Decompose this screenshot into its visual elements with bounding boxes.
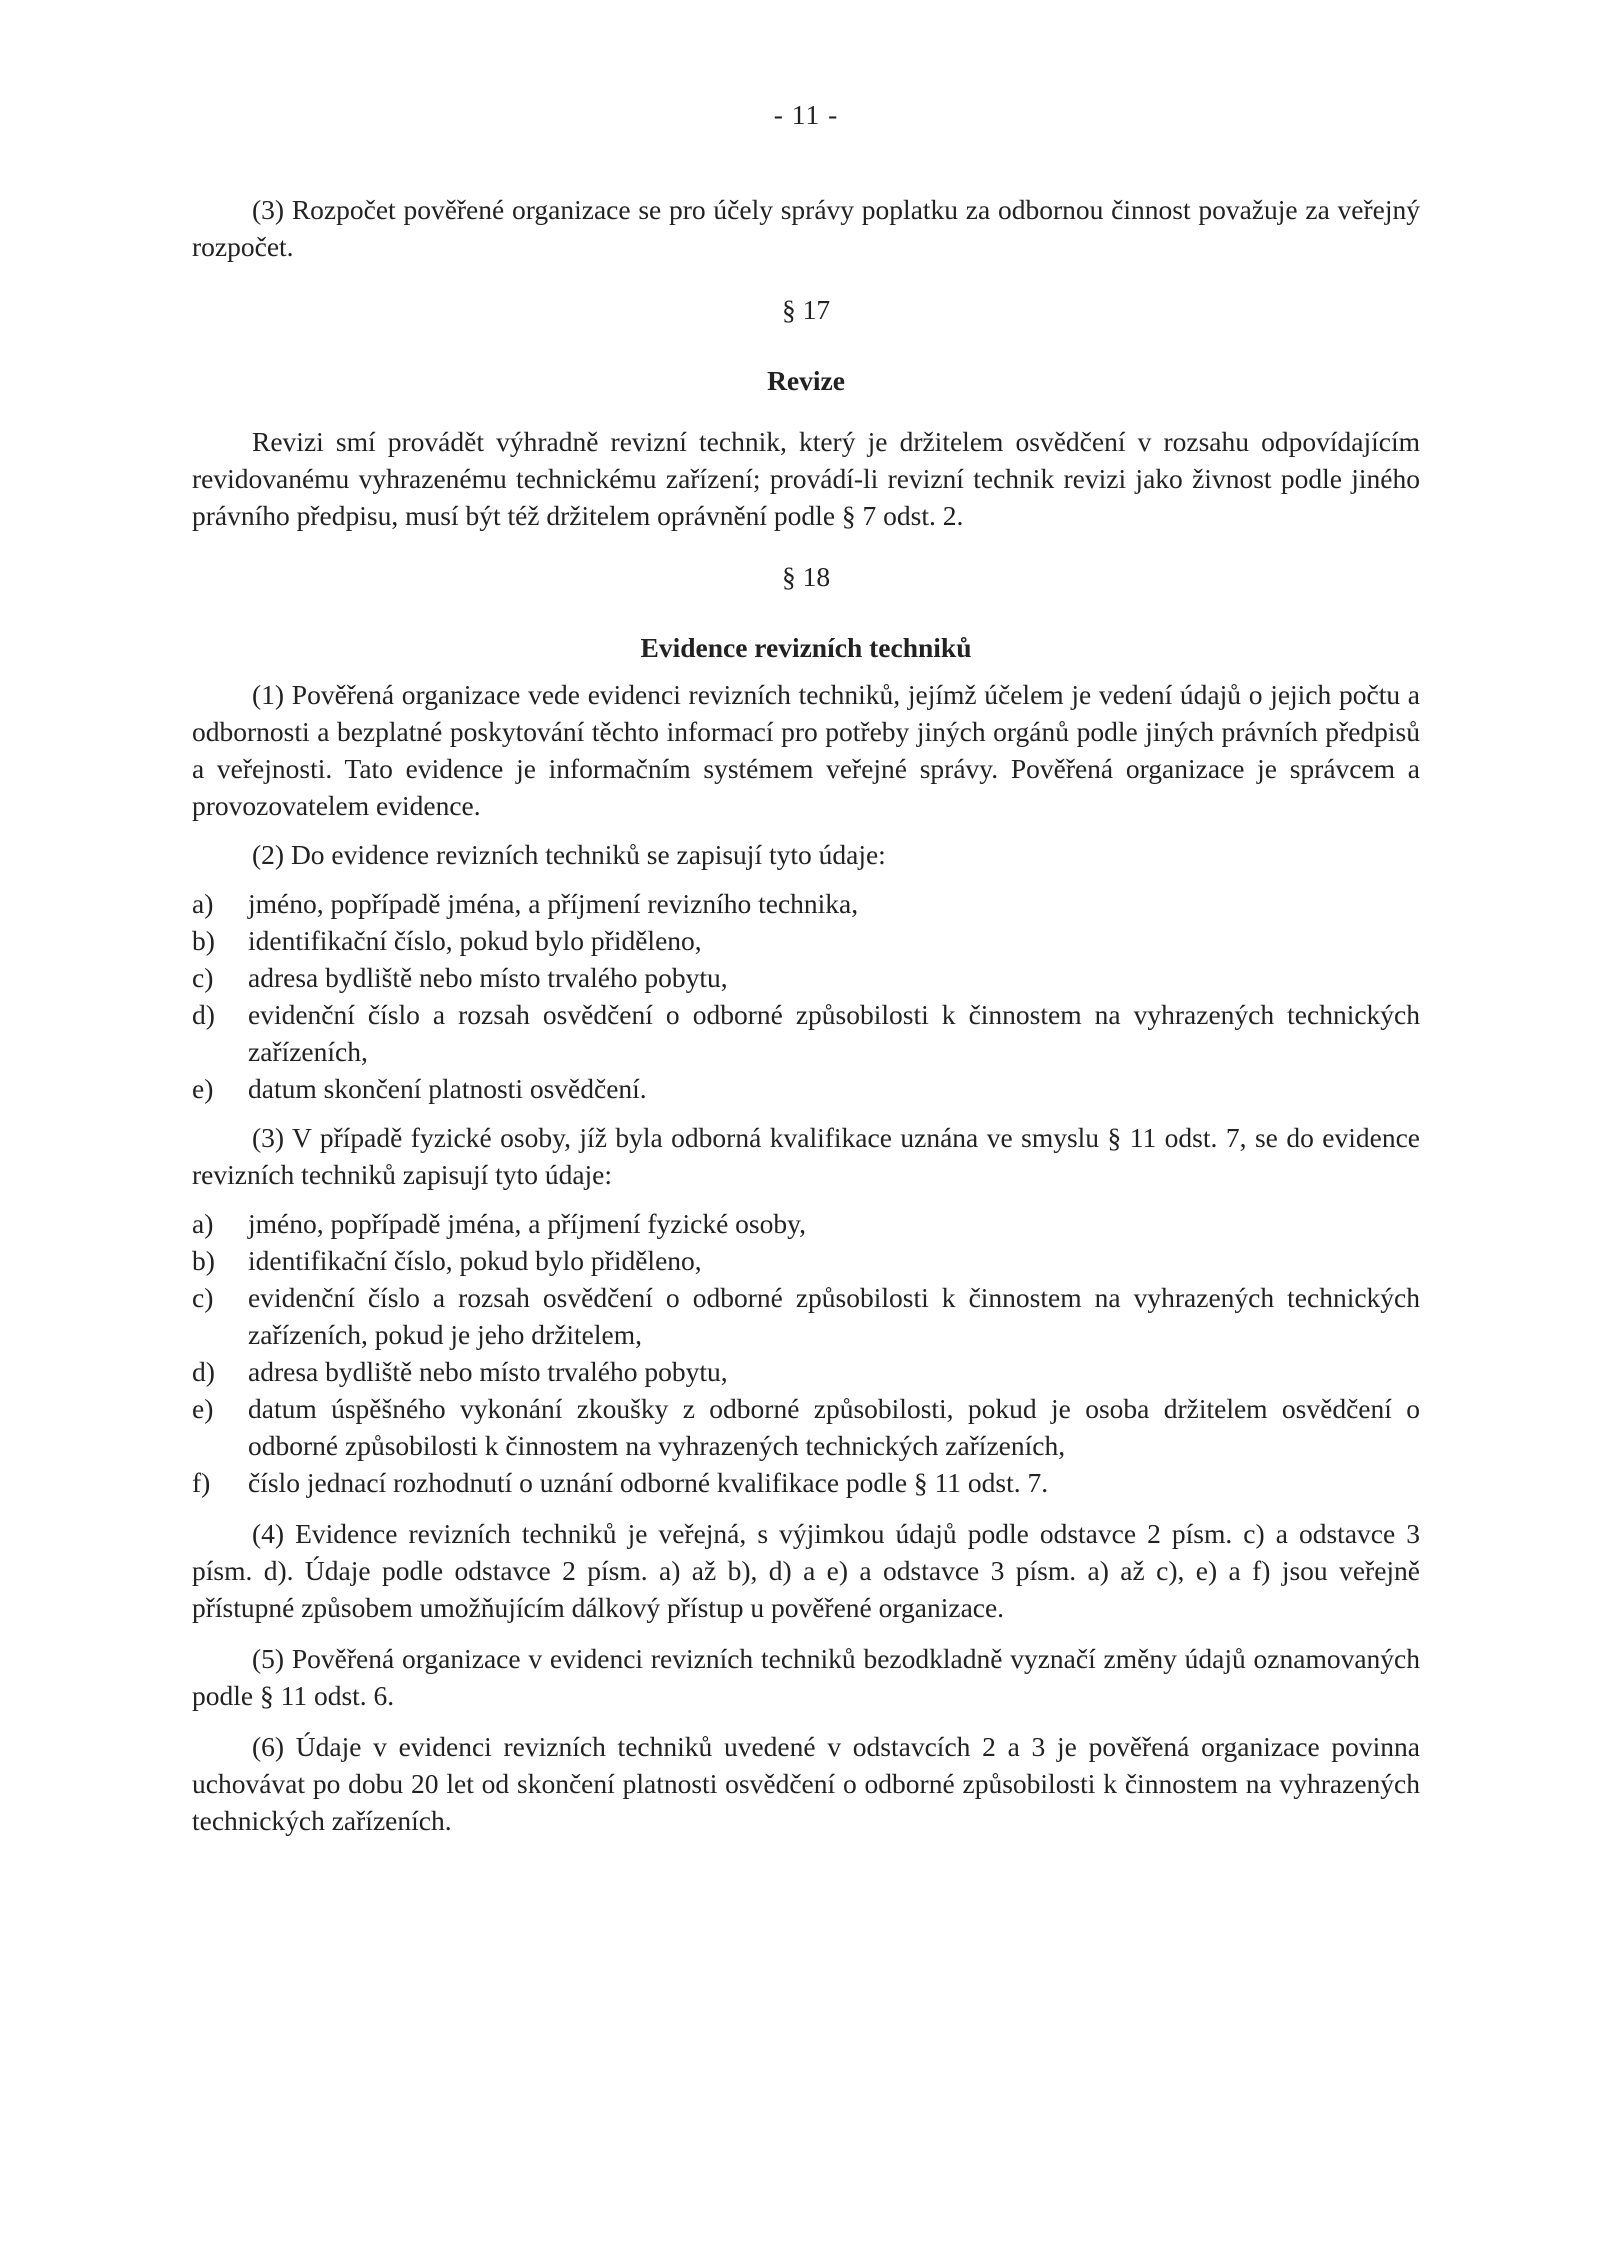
spacer	[192, 666, 1420, 676]
spacer	[192, 328, 1420, 362]
list-text: adresa bydliště nebo místo trvalého pobytu,	[248, 1356, 728, 1387]
section-18-list-3	[192, 1205, 1420, 1501]
list-letter: a)	[192, 888, 214, 919]
spacer	[192, 1107, 1420, 1119]
section-18-list-2	[192, 885, 1420, 1107]
list-item	[192, 922, 1420, 959]
section-17-text: Revizi smí provádět výhradně revizní technik, který je držitelem osvědčení v rozsahu odpovídajícím revidovanému vyhrazenému technickému zařízení; provádí-li revizní technik revizi jako živnost podle jiného právního předpisu, musí být též držitelem oprávnění podle § 7 odst. 2.	[192, 426, 1420, 531]
spacer	[192, 1714, 1420, 1728]
list-letter: c)	[192, 962, 214, 993]
list-letter: e)	[192, 1073, 214, 1104]
list-item	[192, 1464, 1420, 1501]
section-18-paragraph-4: (4) Evidence revizních techniků je veřejná, s výjimkou údajů podle odstavce 2 písm. c) a odstavce 3 písm. d). Údaje podle odstavce 2 písm. a) až b), d) a e) a odstavce 3 písm. a) až c), e) a f) jsou veřejně přístupné způsobem umožňujícím dálkový přístup u pověřené organizace.	[192, 1518, 1420, 1623]
section-18-paragraph-1: (1) Pověřená organizace vede evidenci revizních techniků, jejímž účelem je vedení údajů o jejich počtu a odbornosti a bezplatné poskytování těchto informací pro potřeby jiných orgánů podle jiných právních předpisů a veřejnosti. Tato evidence je informačním systémem veřejné správy. Pověřená organizace je správcem a provozovatelem evidence.	[192, 679, 1420, 821]
list-text: jméno, popřípadě jména, a příjmení fyzické osoby,	[248, 1208, 806, 1239]
list-item	[192, 1242, 1420, 1279]
section-18-paragraph-3: (3) V případě fyzické osoby, jíž byla odborná kvalifikace uznána ve smyslu § 11 odst. 7, se do evidence revizních techniků zapisují tyto údaje:	[192, 1122, 1420, 1190]
list-text: identifikační číslo, pokud bylo přiděleno,	[248, 925, 702, 956]
list-item	[192, 1279, 1420, 1353]
spacer	[192, 824, 1420, 836]
list-item	[192, 996, 1420, 1070]
spacer	[192, 1626, 1420, 1640]
list-text: identifikační číslo, pokud bylo přiděleno,	[248, 1245, 702, 1276]
section-18-paragraph-2: (2) Do evidence revizních techniků se zapisují tyto údaje:	[252, 839, 886, 870]
spacer	[192, 265, 1420, 291]
list-text: číslo jednací rozhodnutí o uznání odborné kvalifikace podle § 11 odst. 7.	[248, 1467, 1049, 1498]
spacer	[192, 399, 1420, 423]
list-text: evidenční číslo a rozsah osvědčení o odborné způsobilosti k činnostem na vyhrazených technických zařízeních,	[248, 999, 1420, 1067]
list-item	[192, 1070, 1420, 1107]
spacer	[192, 1193, 1420, 1205]
list-letter: d)	[192, 999, 215, 1030]
spacer	[192, 873, 1420, 885]
spacer	[192, 595, 1420, 629]
list-letter: d)	[192, 1356, 215, 1387]
list-text: jméno, popřípadě jména, a příjmení revizního technika,	[248, 888, 859, 919]
list-text: datum úspěšného vykonání zkoušky z odborné způsobilosti, pokud je osoba držitelem osvědčení o odborné způsobilosti k činnostem na vyhrazených technických zařízeních,	[248, 1393, 1420, 1461]
list-text: datum skončení platnosti osvědčení.	[248, 1073, 647, 1104]
list-item	[192, 885, 1420, 922]
list-letter: b)	[192, 1245, 215, 1276]
section-18-paragraph-6: (6) Údaje v evidenci revizních techniků uvedené v odstavcích 2 a 3 je pověřená organizace povinna uchovávat po dobu 20 let od skončení platnosti osvědčení o odborné způsobilosti k činnostem na vyhrazených technických zařízeních.	[192, 1731, 1420, 1836]
list-item	[192, 1205, 1420, 1242]
section-17-number: § 17	[781, 294, 831, 325]
list-letter: b)	[192, 925, 215, 956]
list-letter: e)	[192, 1393, 214, 1424]
list-text: adresa bydliště nebo místo trvalého pobytu,	[248, 962, 728, 993]
section-18-title: Evidence revizních techniků	[640, 632, 972, 663]
section-18-paragraph-5: (5) Pověřená organizace v evidenci revizních techniků bezodkladně vyznačí změny údajů oznamovaných podle § 11 odst. 6.	[192, 1643, 1420, 1711]
list-letter: f)	[192, 1467, 211, 1498]
page-number: - 11 -	[773, 99, 839, 130]
section-18-number: § 18	[781, 561, 831, 592]
list-item	[192, 1390, 1420, 1464]
list-item	[192, 1353, 1420, 1390]
list-letter: c)	[192, 1282, 214, 1313]
list-text: evidenční číslo a rozsah osvědčení o odborné způsobilosti k činnostem na vyhrazených technických zařízeních, pokud je jeho držitelem,	[248, 1282, 1420, 1350]
paragraph-budget: (3) Rozpočet pověřené organizace se pro účely správy poplatku za odbornou činnost považuje za veřejný rozpočet.	[192, 194, 1420, 262]
spacer	[192, 534, 1420, 558]
section-17-title: Revize	[767, 365, 845, 396]
spacer	[192, 1501, 1420, 1515]
list-item	[192, 959, 1420, 996]
list-letter: a)	[192, 1208, 214, 1239]
